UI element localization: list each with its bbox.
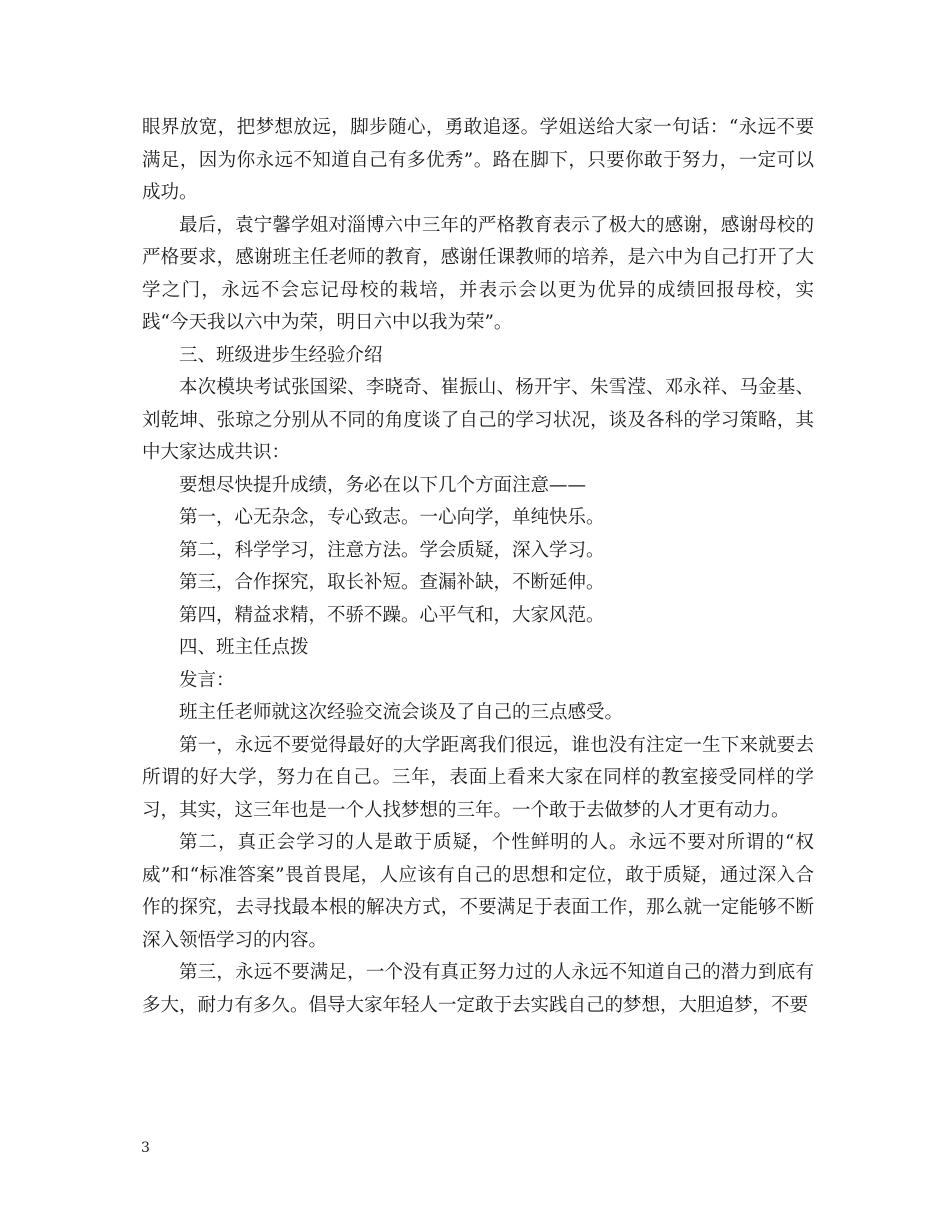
list-item: 第三，合作探究，取长补短。查漏补缺，不断延伸。 (179, 572, 605, 593)
list-item: 第四，精益求精，不骄不躁。心平气和，大家风范。 (179, 604, 605, 626)
section-heading: 四、班主任点拨 (179, 637, 309, 658)
paragraph: 班主任老师就这次经验交流会谈及了自己的三点感受。 (179, 702, 624, 723)
paragraph: 发言： (179, 669, 235, 691)
paragraph: 本次模块考试张国梁、李晓奇、崔振山、杨开宇、朱雪滢、邓永祥、马金基、刘乾坤、张琼之分别从不同的角度谈了自己的学习状况，谈及各科的学习策略，其中大家达成共识： (142, 377, 814, 463)
paragraph: 第一，永远不要觉得最好的大学距离我们很远，谁也没有注定一生下来就要去所谓的好大学，努力在自己。三年，表面上看来大家在同样的教室接受同样的学习，其实，这三年也是一个人找梦想的三年。一个敢于去做梦的人才更有动力。 (142, 734, 814, 821)
paragraph: 最后，袁宁馨学姐对淄博六中三年的严格教育表示了极大的感谢，感谢母校的严格要求，感谢班主任老师的教育，感谢任课教师的培养，是六中为自己打开了大学之门，永远不会忘记母校的栽培，并表示会以更为优异的成绩回报母校，实践“今天我以六中为荣，明日六中以我为荣”。 (142, 214, 814, 333)
list-item: 第一，心无杂念，专心致志。一心向学，单纯快乐。 (179, 507, 605, 528)
paragraph: 第二，真正会学习的人是敢于质疑，个性鲜明的人。永远不要对所谓的“权威”和“标准答案”畏首畏尾，人应该有自己的思想和定位，敢于质疑，通过深入合作的探究，去寻找最本根的解决方式，不要满足于表面工作，那么就一定能够不断深入领悟学习的内容。 (142, 832, 814, 951)
document-body (142, 112, 814, 1022)
page-number: 3 (141, 1140, 150, 1156)
list-item: 第二，科学学习，注意方法。学会质疑，深入学习。 (179, 539, 605, 561)
paragraph: 第三，永远不要满足，一个没有真正努力过的人永远不知道自己的潜力到底有多大，耐力有多久。倡导大家年轻人一定敢于去实践自己的梦想，大胆追梦，不要 (142, 962, 814, 1016)
section-heading: 三、班级进步生经验介绍 (179, 344, 383, 366)
paragraph: 眼界放宽，把梦想放远，脚步随心，勇敢追逐。学姐送给大家一句话：“永远不要满足，因为你永远不知道自己有多优秀”。路在脚下，只要你敢于努力，一定可以成功。 (142, 117, 814, 203)
paragraph: 要想尽快提升成绩，务必在以下几个方面注意—— (179, 474, 587, 496)
